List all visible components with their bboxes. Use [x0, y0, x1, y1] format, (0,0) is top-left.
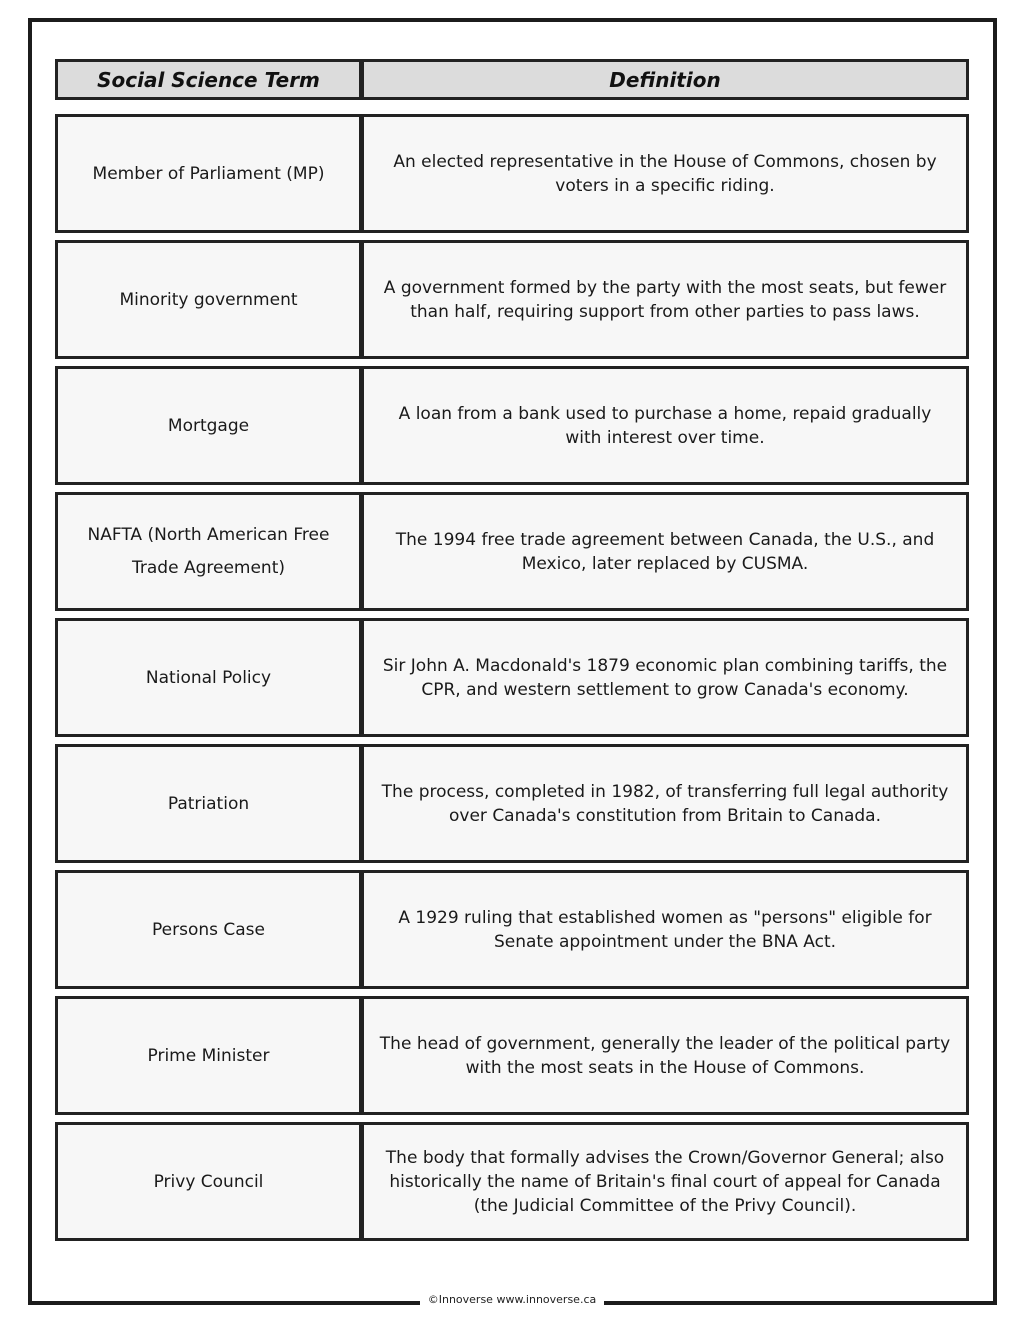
term-cell: Persons Case — [55, 870, 362, 989]
table-header — [55, 59, 969, 100]
table-row — [55, 618, 969, 737]
header-definition: Definition — [362, 59, 969, 100]
definition-cell: A loan from a bank used to purchase a home, repaid gradually with interest over time. — [362, 366, 969, 485]
definition-cell: An elected representative in the House of Commons, chosen by voters in a specific riding. — [362, 114, 969, 233]
definition-cell: The head of government, generally the leader of the political party with the most seats in the House of Commons. — [362, 996, 969, 1115]
table-row — [55, 870, 969, 989]
term-cell: NAFTA (North American Free Trade Agreement) — [55, 492, 362, 611]
term-cell: Mortgage — [55, 366, 362, 485]
definition-cell: The 1994 free trade agreement between Canada, the U.S., and Mexico, later replaced by CUSMA. — [362, 492, 969, 611]
term-cell: National Policy — [55, 618, 362, 737]
term-cell: Member of Parliament (MP) — [55, 114, 362, 233]
definition-cell: A government formed by the party with the most seats, but fewer than half, requiring support from other parties to pass laws. — [362, 240, 969, 359]
table-row — [55, 366, 969, 485]
term-cell: Minority government — [55, 240, 362, 359]
table-row — [55, 1122, 969, 1241]
definition-cell: A 1929 ruling that established women as "persons" eligible for Senate appointment under the BNA Act. — [362, 870, 969, 989]
header-term: Social Science Term — [55, 59, 362, 100]
table-row — [55, 996, 969, 1115]
term-cell: Prime Minister — [55, 996, 362, 1115]
footer-credit: ©Innoverse www.innoverse.ca — [420, 1293, 605, 1306]
definition-cell: Sir John A. Macdonald's 1879 economic plan combining tariffs, the CPR, and western settlement to grow Canada's economy. — [362, 618, 969, 737]
term-cell: Patriation — [55, 744, 362, 863]
table-body — [55, 114, 969, 1248]
table-row — [55, 744, 969, 863]
table-row — [55, 240, 969, 359]
table-row — [55, 492, 969, 611]
definition-cell: The process, completed in 1982, of transferring full legal authority over Canada's constitution from Britain to Canada. — [362, 744, 969, 863]
definition-cell: The body that formally advises the Crown/Governor General; also historically the name of Britain's final court of appeal for Canada (the Judicial Committee of the Privy Council). — [362, 1122, 969, 1241]
table-row — [55, 114, 969, 233]
term-cell: Privy Council — [55, 1122, 362, 1241]
footer — [0, 1288, 1024, 1307]
